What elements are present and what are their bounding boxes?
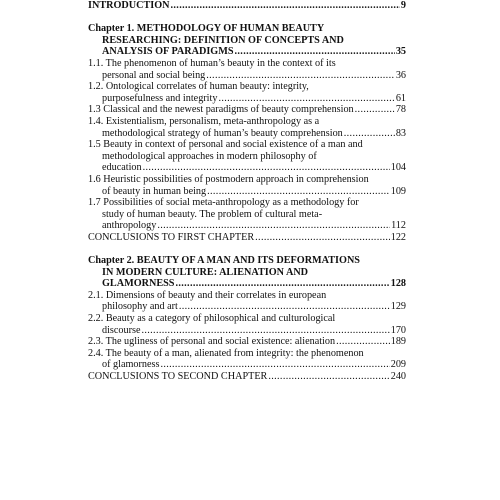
entry-last-line: [88, 336, 406, 348]
toc-entry-1-6[interactable]: [88, 174, 406, 197]
toc-entry-introduction[interactable]: [88, 0, 406, 12]
entry-line: 2.1. Dimensions of beauty and their correlates in european: [88, 289, 327, 301]
entry-last-line: [88, 128, 406, 140]
spacer: [88, 243, 406, 255]
entry-text: anthropology: [102, 220, 157, 232]
entry-text: personal and social being: [102, 69, 206, 81]
leader-dots: [171, 0, 400, 12]
entry-text: CONCLUSIONS TO FIRST CHAPTER: [88, 231, 255, 243]
toc-entry-2-4[interactable]: [88, 348, 406, 371]
toc-page-number: 109: [390, 185, 406, 197]
toc-page-number: 83: [395, 127, 406, 139]
entry-line: study of human beauty. The problem of cultural meta-: [102, 208, 323, 220]
leader-dots: [218, 93, 394, 105]
toc-page-number: 112: [391, 220, 406, 232]
toc-entry-1-7[interactable]: [88, 197, 406, 232]
entry-text: methodological strategy of human’s beauty comprehension: [102, 127, 343, 139]
spacer: [88, 12, 406, 24]
toc-page-number: 128: [390, 278, 406, 290]
leader-dots: [207, 186, 390, 198]
table-of-contents: [88, 0, 406, 383]
toc-page-number: 189: [390, 336, 406, 348]
entry-line: 2.2. Beauty as a category of philosophical and culturological: [88, 313, 336, 325]
toc-entry-2-2[interactable]: [88, 313, 406, 336]
entry-last-line: [88, 162, 406, 174]
toc-page-number: 61: [395, 92, 406, 104]
entry-text: 1.3 Classical and the newest paradigms of beauty comprehension: [88, 104, 354, 116]
leader-dots: [160, 359, 389, 371]
entry-last-line: [88, 186, 406, 198]
entry-last-line: [88, 359, 406, 371]
toc-page-number: 36: [395, 69, 406, 81]
entry-line: 1.6 Heuristic possibilities of postmodern approach in comprehension: [88, 173, 369, 185]
entry-text: CONCLUSIONS TO SECOND CHAPTER: [88, 371, 268, 382]
entry-text: education: [102, 162, 142, 174]
toc-entry-2-1[interactable]: [88, 290, 406, 313]
chapter-title-last-line: [88, 278, 406, 290]
toc-chapter-1-heading[interactable]: [88, 23, 406, 58]
leader-dots: [255, 232, 390, 244]
entry-line: methodological approaches in modern philosophy of: [102, 150, 317, 162]
chapter-title-line: IN MODERN CULTURE: ALIENATION AND: [102, 266, 309, 278]
toc-page-number: 170: [390, 324, 406, 336]
toc-page-number: 240: [390, 371, 406, 382]
toc-chapter-2-heading[interactable]: [88, 255, 406, 290]
entry-last-line: [88, 325, 406, 337]
toc-entry-title: INTRODUCTION: [88, 0, 170, 11]
leader-dots: [344, 128, 395, 140]
leader-dots: [206, 70, 395, 82]
entry-last-line: [88, 232, 406, 244]
leader-dots: [355, 104, 395, 116]
entry-text: purposefulness and integrity: [102, 92, 218, 104]
entry-line: 2.4. The beauty of a man, alienated from integrity: the phenomenon: [88, 347, 364, 359]
entry-line: 1.7 Possibilities of social meta-anthropology as a methodology for: [88, 197, 359, 209]
leader-dots: [175, 278, 389, 290]
entry-last-line: [88, 371, 406, 383]
toc-page-number: 78: [395, 104, 406, 116]
chapter-title-text: GLAMORNESS: [102, 278, 175, 290]
entry-text: 2.3. The ugliness of personal and social existence: alienation: [88, 336, 336, 348]
leader-dots: [179, 301, 390, 313]
chapter-title-text: ANALYSIS OF PARADIGMS: [102, 46, 234, 58]
toc-entry-2-3[interactable]: [88, 336, 406, 348]
leader-dots: [235, 46, 395, 58]
chapter-title-line: Chapter 1. METHODOLOGY OF HUMAN BEAUTY: [88, 23, 325, 35]
toc-entry-1-1[interactable]: [88, 58, 406, 81]
leader-dots: [141, 325, 389, 337]
entry-last-line: [88, 93, 406, 105]
entry-line: 1.5 Beauty in context of personal and social existence of a man and: [88, 139, 363, 151]
entry-text: of glamorness: [102, 359, 160, 371]
entry-last-line: [88, 70, 406, 82]
leader-dots: [157, 220, 390, 232]
toc-page-number: 129: [390, 301, 406, 313]
chapter-title-last-line: [88, 46, 406, 58]
toc-page-number: 35: [395, 46, 406, 58]
entry-last-line: [88, 301, 406, 313]
toc-entry-conclusions-2[interactable]: [88, 371, 406, 383]
entry-text: philosophy and art: [102, 301, 178, 313]
leader-dots: [336, 336, 390, 348]
toc-page-number: 122: [390, 231, 406, 243]
toc-entry-1-4[interactable]: [88, 116, 406, 139]
toc-page-number: 209: [390, 359, 406, 371]
toc-page-number: 104: [390, 162, 406, 174]
entry-line: 1.1. The phenomenon of human’s beauty in the context of its: [88, 57, 336, 69]
toc-entry-conclusions-1[interactable]: [88, 232, 406, 244]
toc-entry-1-2[interactable]: [88, 81, 406, 104]
toc-page-number: 9: [400, 0, 406, 11]
leader-dots: [268, 371, 389, 383]
leader-dots: [143, 162, 390, 174]
chapter-title-line: RESEARCHING: DEFINITION OF CONCEPTS AND: [102, 34, 344, 46]
entry-line: 1.4. Existentialism, personalism, meta-anthropology as a: [88, 115, 320, 127]
entry-text: of beauty in human being: [102, 185, 207, 197]
chapter-title-line: Chapter 2. BEAUTY OF A MAN AND ITS DEFORMATIONS: [88, 255, 360, 267]
entry-last-line: [88, 220, 406, 232]
toc-entry-1-5[interactable]: [88, 139, 406, 174]
entry-text: discourse: [102, 324, 141, 336]
toc-entry-1-3[interactable]: [88, 104, 406, 116]
entry-line: 1.2. Ontological correlates of human beauty: integrity,: [88, 81, 309, 93]
entry-last-line: [88, 104, 406, 116]
